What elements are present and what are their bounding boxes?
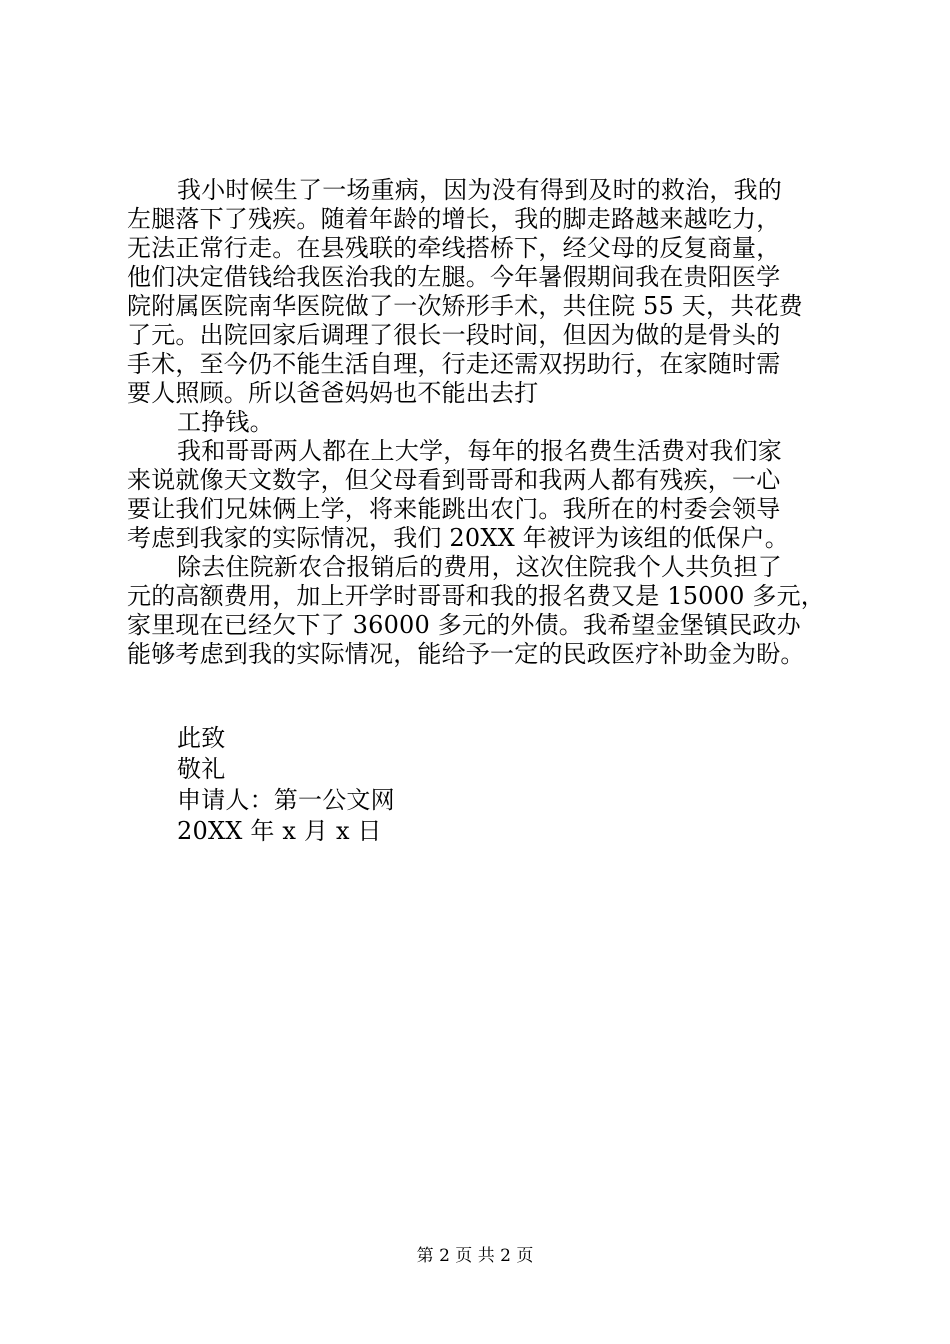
letter-closing xyxy=(177,723,577,847)
letter-body xyxy=(127,176,847,669)
closing-respect: 敬礼 xyxy=(177,755,226,783)
closing-salutation: 此致 xyxy=(177,724,226,752)
paragraph-line: 要让我们兄妹俩上学，将来能跳出农门。我所在的村委会领导 xyxy=(127,495,781,523)
paragraph-line: 了元。出院回家后调理了很长一段时间，但因为做的是骨头的 xyxy=(127,321,781,349)
paragraph-line: 家里现在已经欠下了 36000 多元的外债。我希望金堡镇民政办 xyxy=(127,611,801,639)
paragraph-line: 手术，至今仍不能生活自理，行走还需双拐助行，在家随时需 xyxy=(127,350,781,378)
paragraph-line: 我和哥哥两人都在上大学，每年的报名费生活费对我们家 xyxy=(177,437,782,465)
page-footer: 第 2 页 共 2 页 xyxy=(416,1246,534,1266)
paragraph-line: 要人照顾。所以爸爸妈妈也不能出去打 xyxy=(127,379,539,407)
paragraph-line: 能够考虑到我的实际情况，能给予一定的民政医疗补助金为盼。 xyxy=(127,640,805,668)
paragraph-line: 工挣钱。 xyxy=(177,408,274,436)
paragraph-line: 来说就像天文数字，但父母看到哥哥和我两人都有残疾，一心 xyxy=(127,466,781,494)
paragraph-line: 左腿落下了残疾。随着年龄的增长，我的脚走路越来越吃力， xyxy=(127,205,781,233)
paragraph-line: 无法正常行走。在县残联的牵线搭桥下，经父母的反复商量， xyxy=(127,234,781,262)
paragraph-line: 考虑到我家的实际情况，我们 20XX 年被评为该组的低保户。 xyxy=(127,524,789,552)
letter-date: 20XX 年 x 月 x 日 xyxy=(177,817,382,845)
paragraph-line: 我小时候生了一场重病，因为没有得到及时的救治，我的 xyxy=(177,176,782,204)
paragraph-line: 院附属医院南华医院做了一次矫形手术，共住院 55 天，共花费 xyxy=(127,292,803,320)
paragraph-line: 除去住院新农合报销后的费用，这次住院我个人共负担了 xyxy=(177,553,782,581)
applicant-signature: 申请人：第一公文网 xyxy=(177,786,395,814)
paragraph-line: 元的高额费用，加上开学时哥哥和我的报名费又是 15000 多元， xyxy=(127,582,826,610)
paragraph-line: 他们决定借钱给我医治我的左腿。今年暑假期间我在贵阳医学 xyxy=(127,263,781,291)
